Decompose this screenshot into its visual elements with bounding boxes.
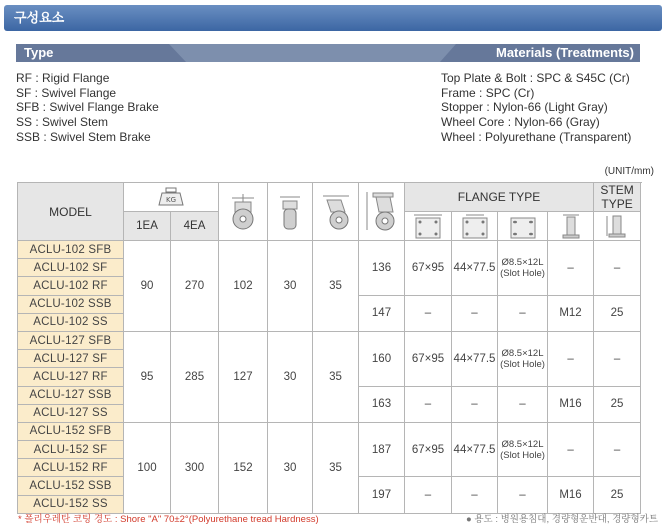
stem-length-cell: – xyxy=(594,241,641,296)
bolt-hole-size: Ø8.5×12L xyxy=(501,256,544,268)
bolt-spacing-cell: 44×77.5 xyxy=(452,331,498,386)
model-cell: ACLU-102 SS xyxy=(18,313,124,331)
model-cell: ACLU-127 RF xyxy=(18,368,124,386)
stem-length-cell: 25 xyxy=(594,295,641,331)
wheel-diameter-cell: 127 xyxy=(219,331,268,422)
model-cell: ACLU-102 RF xyxy=(18,277,124,295)
stem-thread-cell: – xyxy=(548,331,594,386)
model-cell: ACLU-152 SFB xyxy=(18,422,124,440)
model-cell: ACLU-152 SSB xyxy=(18,477,124,495)
stem-thread-icon xyxy=(556,212,586,240)
type-desc: Swivel Stem xyxy=(42,115,109,130)
wheel-width-cell: 30 xyxy=(268,331,313,422)
material-part: Stopper xyxy=(441,100,484,115)
offset-header xyxy=(313,183,359,241)
hardness-footnote: * 폴리우레탄 코팅 경도 : Shore "A" 70±2°(Polyurethane tread Hardness) xyxy=(18,514,319,525)
height-cell: 197 xyxy=(359,477,405,513)
stem-length-header xyxy=(594,212,641,241)
offset-cell: 35 xyxy=(313,241,359,332)
section-header xyxy=(4,5,662,31)
type-code: SS xyxy=(16,115,33,130)
material-item: Wheel : Polyurethane (Transparent) xyxy=(441,129,632,144)
model-header: MODEL xyxy=(18,183,124,241)
type-materials-bar xyxy=(16,44,640,62)
model-cell: ACLU-102 SSB xyxy=(18,295,124,313)
wheel-diameter-icon xyxy=(226,192,260,232)
wheel-diameter-cell: 152 xyxy=(219,422,268,513)
load-1ea-cell: 90 xyxy=(124,241,171,332)
bolt-spacing-icon xyxy=(457,212,493,240)
material-part: Top Plate & Bolt xyxy=(441,71,527,85)
wheel-diameter-header xyxy=(219,183,268,241)
plate-size-cell: 67×95 xyxy=(405,331,452,386)
height-cell: 136 xyxy=(359,241,405,296)
load-1ea-cell: 95 xyxy=(124,331,171,422)
type-code: SSB xyxy=(16,129,41,144)
model-cell: ACLU-102 SF xyxy=(18,259,124,277)
stem-thread-cell: M16 xyxy=(548,477,594,513)
offset-cell: 35 xyxy=(313,331,359,422)
usage-note: ● 용도 : 병원용침대, 경량형운반대, 경량형카트 xyxy=(465,514,658,525)
bolt-hole-cell: – xyxy=(498,477,548,513)
stem-length-cell: – xyxy=(594,422,641,477)
height-cell: 163 xyxy=(359,386,405,422)
model-cell: ACLU-127 SS xyxy=(18,404,124,422)
plate-size-cell: 67×95 xyxy=(405,241,452,296)
height-cell: 160 xyxy=(359,331,405,386)
load-header xyxy=(124,183,219,212)
material-value: SPC & S45C (Cr) xyxy=(536,71,630,85)
load-4ea-cell: 285 xyxy=(171,331,219,422)
bolt-spacing-cell: – xyxy=(452,477,498,513)
overall-height-header xyxy=(359,183,405,241)
overall-height-icon xyxy=(363,190,401,234)
type-title: Type xyxy=(24,45,54,60)
bolt-spacing-cell: 44×77.5 xyxy=(452,241,498,296)
stem-type-header: STEM TYPE xyxy=(594,183,641,212)
material-part: Wheel xyxy=(441,129,476,144)
stem-length-cell: – xyxy=(594,331,641,386)
bolt-hole-cell xyxy=(498,422,548,477)
model-cell: ACLU-127 SF xyxy=(18,350,124,368)
stem-thread-cell: M12 xyxy=(548,295,594,331)
material-part: Frame xyxy=(441,85,476,100)
model-cell: ACLU-152 RF xyxy=(18,459,124,477)
spec-table xyxy=(17,182,641,514)
type-item: SS : Swivel Stem xyxy=(16,115,109,130)
plate-size-cell: – xyxy=(405,386,452,422)
table-row xyxy=(18,331,641,349)
material-value: Nylon-66 (Gray) xyxy=(514,115,600,130)
bolt-hole-icon xyxy=(505,212,541,240)
model-cell: ACLU-102 SFB xyxy=(18,241,124,259)
bolt-hole-cell xyxy=(498,331,548,386)
type-desc: Swivel Flange Brake xyxy=(49,100,159,115)
plate-size-cell: 67×95 xyxy=(405,422,452,477)
plate-size-cell: – xyxy=(405,295,452,331)
height-cell: 187 xyxy=(359,422,405,477)
svg-text:KG: KG xyxy=(165,196,177,204)
bolt-hole-note: (Slot Hole) xyxy=(500,449,545,461)
type-item: SF : Swivel Flange xyxy=(16,85,117,100)
bolt-hole-header xyxy=(498,212,548,241)
swivel-offset-icon xyxy=(319,192,353,232)
model-cell: ACLU-152 SS xyxy=(18,495,124,513)
table-row xyxy=(18,241,641,259)
bolt-hole-note: (Slot Hole) xyxy=(500,267,545,279)
section-title: 구성요소 xyxy=(14,10,65,25)
material-item: Frame : SPC (Cr) xyxy=(441,85,535,100)
plate-size-cell: – xyxy=(405,477,452,513)
type-desc: Swivel Stem Brake xyxy=(50,129,151,144)
wheel-diameter-cell: 102 xyxy=(219,241,268,332)
material-item: Stopper : Nylon-66 (Light Gray) xyxy=(441,100,608,115)
type-item: RF : Rigid Flange xyxy=(16,71,110,85)
stem-length-icon xyxy=(602,212,632,240)
material-item: Top Plate & Bolt : SPC & S45C (Cr) xyxy=(441,71,630,85)
stem-thread-cell: – xyxy=(548,241,594,296)
materials-list xyxy=(441,71,631,145)
load-1ea-cell: 100 xyxy=(124,422,171,513)
table-row xyxy=(18,422,641,440)
material-item: Wheel Core : Nylon-66 (Gray) xyxy=(441,115,600,130)
load-4ea-cell: 270 xyxy=(171,241,219,332)
height-cell: 147 xyxy=(359,295,405,331)
type-code: SFB xyxy=(16,100,40,115)
model-cell: ACLU-127 SFB xyxy=(18,331,124,349)
bolt-hole-size: Ø8.5×12L xyxy=(501,347,544,359)
load-4ea-cell: 300 xyxy=(171,422,219,513)
plate-size-header xyxy=(405,212,452,241)
stem-length-cell: 25 xyxy=(594,477,641,513)
wheel-width-cell: 30 xyxy=(268,422,313,513)
type-item: SSB : Swivel Stem Brake xyxy=(16,129,151,144)
bolt-hole-cell xyxy=(498,241,548,296)
model-cell: ACLU-152 SF xyxy=(18,441,124,459)
type-item: SFB : Swivel Flange Brake xyxy=(16,100,159,115)
type-code: RF xyxy=(16,71,32,85)
col-4ea-header: 4EA xyxy=(171,212,219,241)
bolt-spacing-cell: 44×77.5 xyxy=(452,422,498,477)
material-value: Nylon-66 (Light Gray) xyxy=(493,100,608,115)
plate-size-icon xyxy=(410,212,446,240)
wheel-width-cell: 30 xyxy=(268,241,313,332)
type-code: SF xyxy=(16,85,32,100)
bolt-hole-cell: – xyxy=(498,295,548,331)
stem-thread-header xyxy=(548,212,594,241)
wheel-width-header xyxy=(268,183,313,241)
wheel-width-icon xyxy=(273,192,307,232)
materials-title: Materials (Treatments) xyxy=(496,45,634,60)
model-cell: ACLU-127 SSB xyxy=(18,386,124,404)
bolt-spacing-cell: – xyxy=(452,386,498,422)
col-1ea-header: 1EA xyxy=(124,212,171,241)
stem-thread-cell: – xyxy=(548,422,594,477)
bolt-hole-size: Ø8.5×12L xyxy=(501,438,544,450)
bolt-hole-cell: – xyxy=(498,386,548,422)
stem-thread-cell: M16 xyxy=(548,386,594,422)
bolt-spacing-cell: – xyxy=(452,295,498,331)
material-value: SPC (Cr) xyxy=(485,85,535,100)
bolt-spacing-header xyxy=(452,212,498,241)
bolt-hole-note: (Slot Hole) xyxy=(500,358,545,370)
type-desc: Swivel Flange xyxy=(41,85,117,100)
weight-icon xyxy=(157,187,185,207)
material-value: Polyurethane (Transparent) xyxy=(485,129,632,144)
type-list xyxy=(16,71,159,145)
offset-cell: 35 xyxy=(313,422,359,513)
stem-length-cell: 25 xyxy=(594,386,641,422)
flange-type-header: FLANGE TYPE xyxy=(405,183,594,212)
unit-label: (UNIT/mm) xyxy=(604,166,654,177)
material-part: Wheel Core xyxy=(441,115,505,130)
type-desc: Rigid Flange xyxy=(42,71,110,85)
